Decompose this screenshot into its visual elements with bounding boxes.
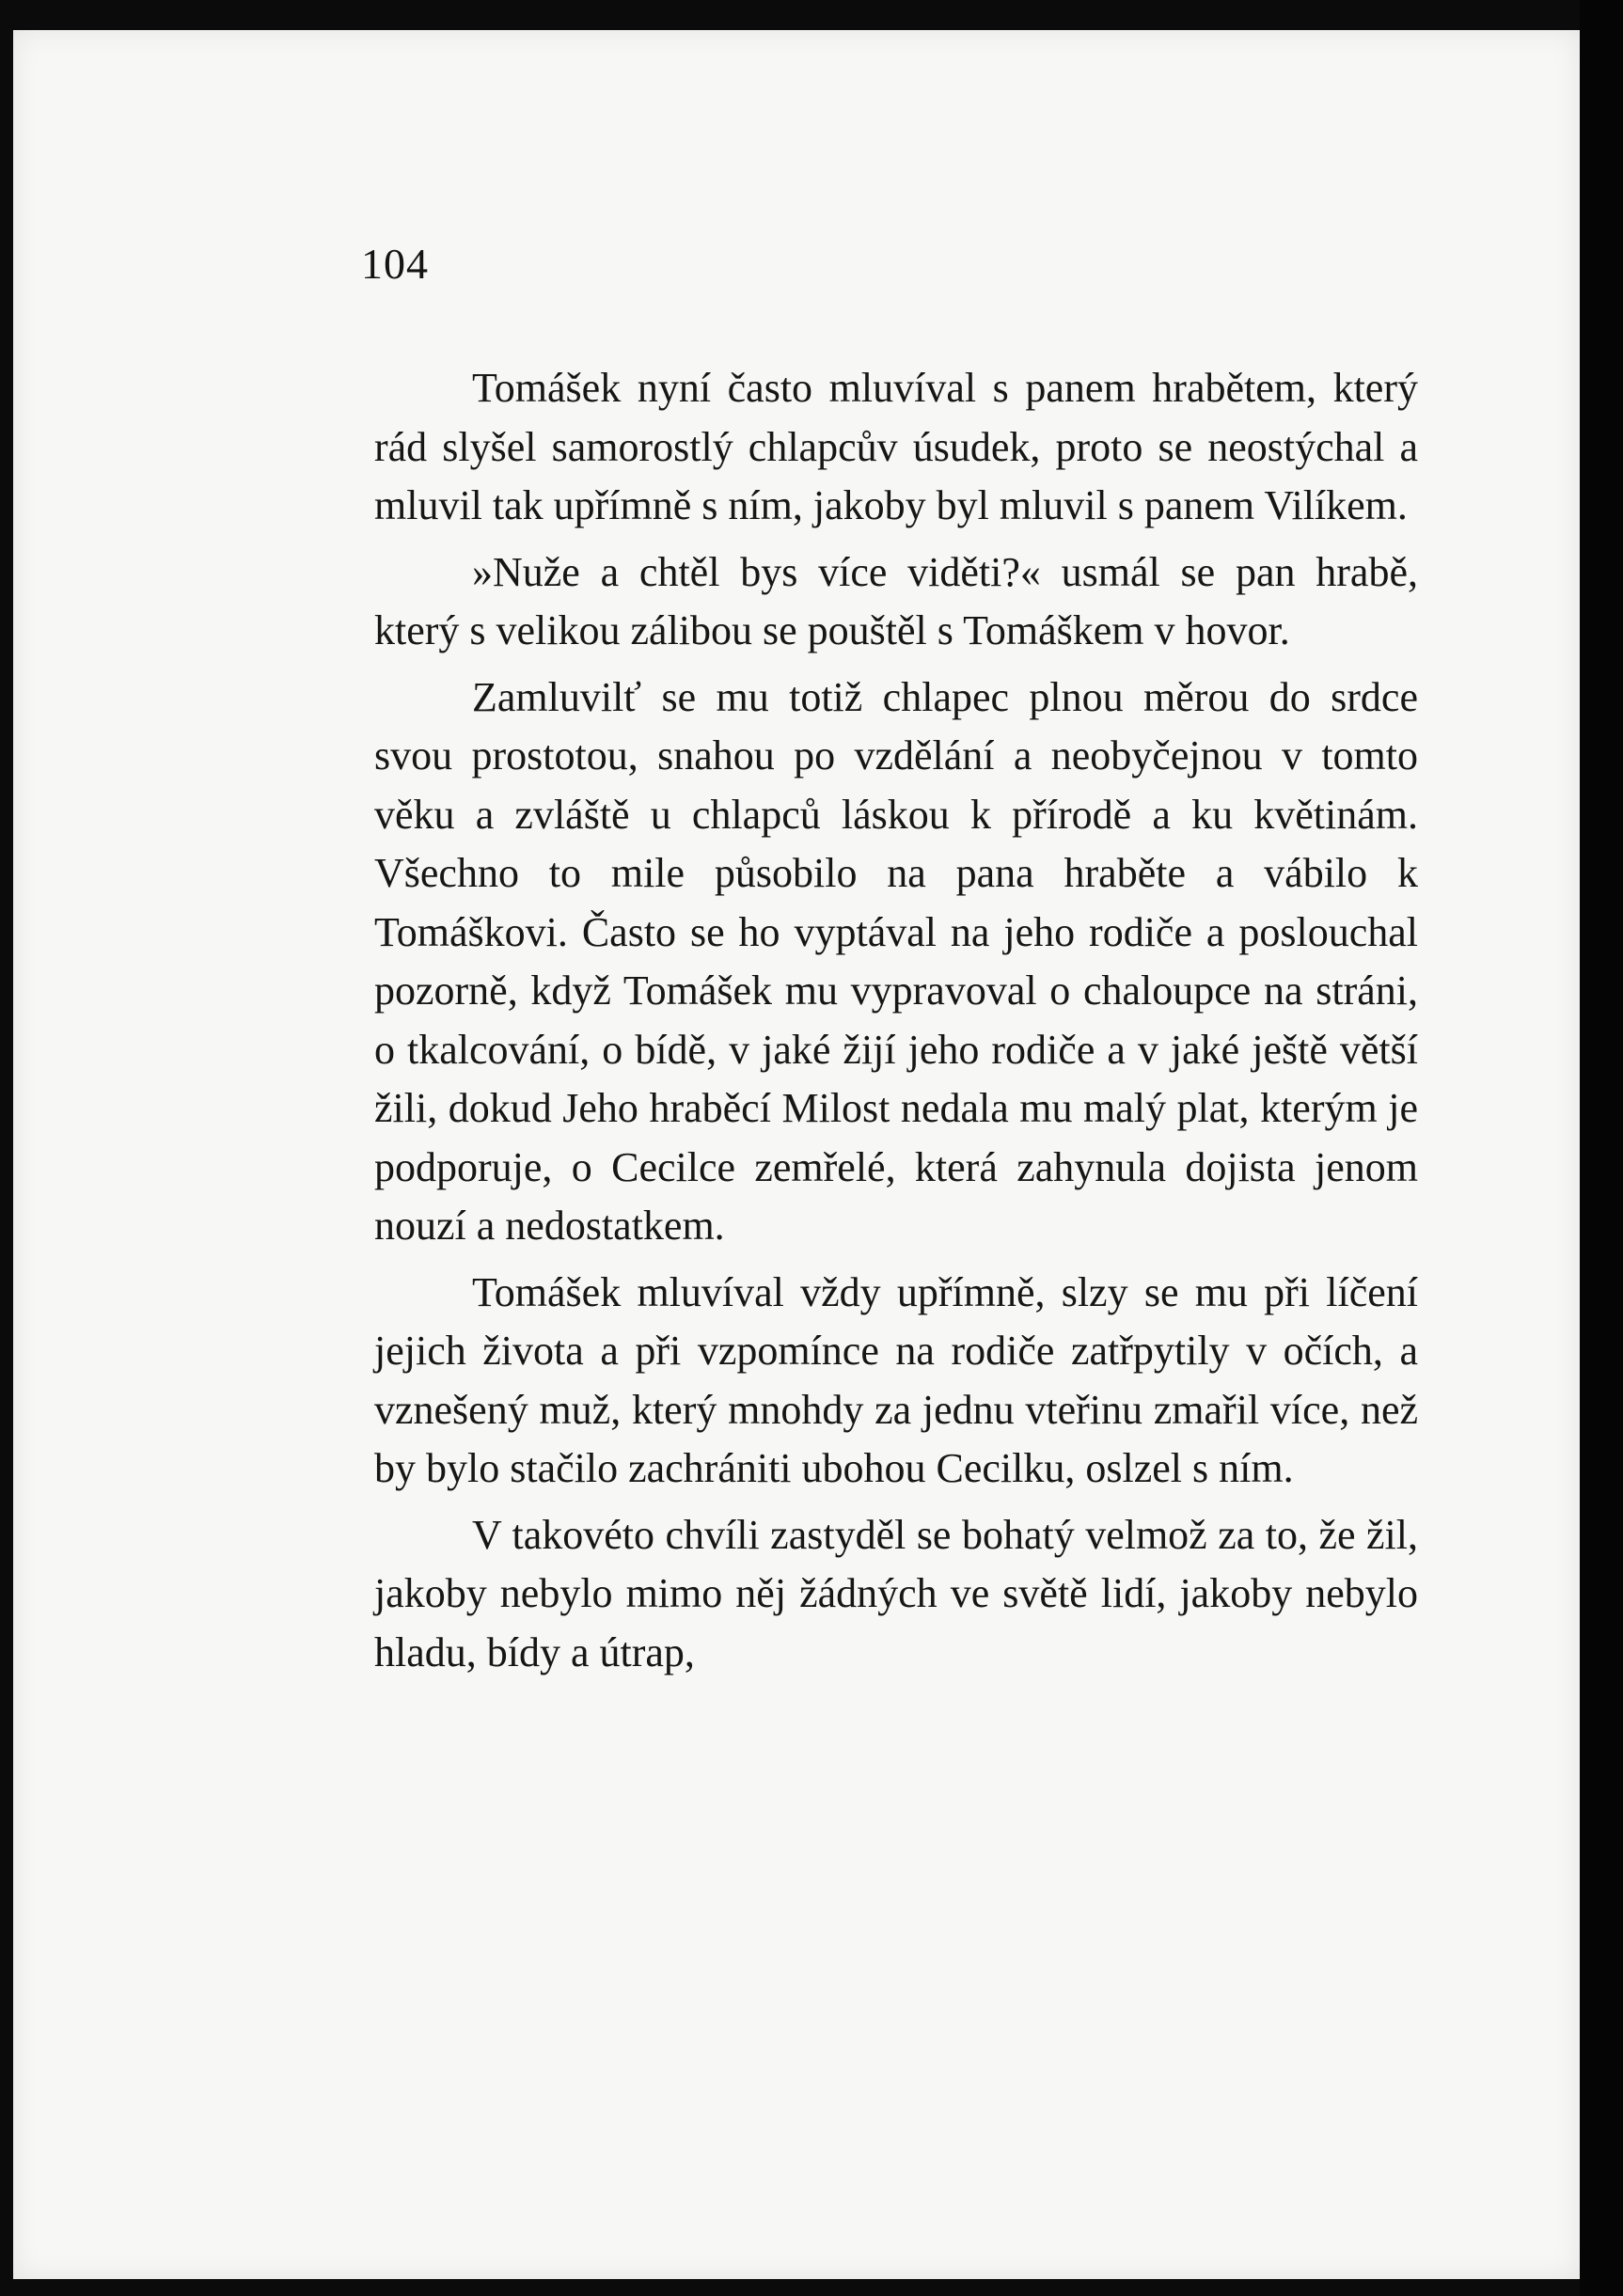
book-page — [13, 30, 1580, 2279]
paragraph-4: Tomášek mluvíval vždy upřímně, slzy se mu při líčení jejich života a při vzpomínce na rodiče zatřpytily v očích, a vznešený muž, který mnohdy za jednu vteřinu zmařil více, než by bylo stačilo zachrániti ubohou Cecilku, oslzel s ním. — [374, 1268, 1418, 1491]
page-text — [374, 359, 1418, 1690]
paragraph-3: Zamluvilť se mu totiž chlapec plnou měrou do srdce svou prostotou, snahou po vzdělání a neobyčejnou v tomto věku a zvláště u chlapců láskou k přírodě a ku květinám. Všechno to mile působilo na pana hraběte a vábilo k Tomáškovi. Často se ho vyptával na jeho rodiče a poslouchal pozorně, když Tomášek mu vypravoval o chaloupce na stráni, o tkalcování, o bídě, v jaké žijí jeho rodiče a v jaké ještě větší žili, dokud Jeho hraběcí Milost nedala mu malý plat, kterým je podporuje, o Cecilce zemřelé, která zahynula dojista jenom nouzí a nedostatkem. — [374, 673, 1418, 1249]
paragraph-1: Tomášek nyní často mluvíval s panem hrabětem, který rád slyšel samorostlý chlapcův úsudek, proto se neostýchal a mluvil tak upřímně s ním, jakoby byl mluvil s panem Vilíkem. — [374, 365, 1418, 528]
page-number: 104 — [361, 240, 429, 288]
scan-edge — [1580, 0, 1623, 2296]
paragraph-5: V takovéto chvíli zastyděl se bohatý velmož za to, že žil, jakoby nebylo mimo něj žádných ve světě lidí, jakoby nebylo hladu, bídy a útrap, — [374, 1511, 1418, 1675]
paragraph-2: »Nuže a chtěl bys více viděti?« usmál se pan hrabě, který s velikou zálibou se pouštěl s Tomáškem v hovor. — [374, 548, 1418, 653]
